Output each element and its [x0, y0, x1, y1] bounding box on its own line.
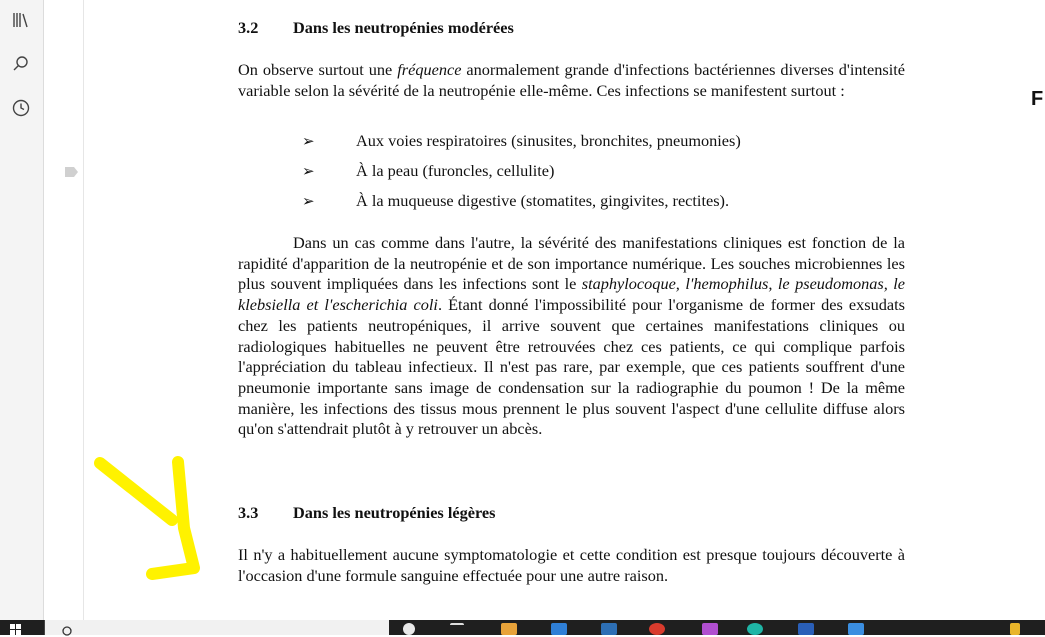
page-marker-icon[interactable] [64, 166, 79, 178]
search-icon[interactable] [8, 51, 34, 77]
bullet-arrow-icon: ➢ [302, 192, 315, 210]
section-number: 3.2 [238, 18, 259, 37]
library-icon[interactable] [8, 7, 34, 33]
body-paragraph: Dans un cas comme dans l'autre, la sévérité des manifestations cliniques est fonction de la rapidité d'apparition de la neutropénie et de son importance numérique. Les souches microbiennes les plus souvent impliquées dans les infections sont le staphylocoque, l'hemophilus, le pseudomonas, le klebsiella et l'escherichia coli. Étant donné l'impossibilité pour l'organisme de former des exsudats chez les patients neutropéniques, il arrive souvent que certaines manifestations cliniques ou radiologiques habituelles ne peuvent être retrouvées chez ces patients, ce qui complique parfois l'appréciation du tableau infectieux. Il n'est pas rare, par exemple, que ces patients souffrent d'une pneumonie importante sans image de condensation sur la radiographie du poumon ! De la même manière, les infections des tissus mous prennent le plus souvent l'aspect d'une cellulite diffuse alors qu'on s'attendrait plutôt à y retrouver un abcès. [238, 233, 905, 439]
section-number: 3.3 [238, 503, 259, 522]
taskbar [0, 620, 1045, 635]
section-title: Dans les neutropénies modérées [293, 18, 514, 37]
taskbar-app-icon[interactable] [649, 623, 665, 635]
section-title: Dans les neutropénies légères [293, 503, 496, 522]
list-item: ➢ Aux voies respiratoires (sinusites, bronchites, pneumonies) [302, 131, 741, 150]
adjacent-page-letter: F [1031, 88, 1044, 110]
taskbar-app-icon[interactable] [551, 623, 567, 635]
history-icon[interactable] [8, 95, 34, 121]
page-gutter [44, 0, 84, 620]
taskbar-app-icon[interactable] [702, 623, 718, 635]
taskbar-app-icon[interactable] [848, 623, 864, 635]
emphasis-bacteria: staphylocoque, l'hemophilus, le pseudomonas, le klebsiella et l'escherichia coli [238, 274, 905, 315]
section-3-3-paragraph: Il n'y a habituellement aucune symptomatologie et cette condition est presque toujours découverte à l'occasion d'une formule sanguine effectuée pour une autre raison. [238, 545, 905, 585]
emphasis-frequence: fréquence [397, 60, 462, 79]
file-explorer-icon[interactable] [501, 623, 517, 635]
cortana-icon[interactable] [403, 623, 415, 635]
bullet-arrow-icon: ➢ [302, 162, 315, 180]
list-item: ➢ À la muqueuse digestive (stomatites, gingivites, rectites). [302, 191, 730, 210]
intro-paragraph: On observe surtout une fréquence anormalement grande d'infections bactériennes diverses d'intensité variable selon la sévérité de la neutropénie elle-même. Ces infections se manifestent surtout : [238, 60, 906, 100]
taskbar-app-icon[interactable] [747, 623, 763, 635]
section-heading-3-2 [238, 18, 514, 39]
left-toolbar [0, 0, 44, 620]
section-heading-3-3 [238, 503, 495, 524]
bullet-arrow-icon: ➢ [302, 132, 315, 150]
taskbar-app-icon[interactable] [798, 623, 814, 635]
list-item: ➢ À la peau (furoncles, cellulite) [302, 161, 555, 180]
search-icon [61, 625, 73, 637]
notification-icon[interactable] [1010, 623, 1020, 635]
taskbar-app-icon[interactable] [601, 623, 617, 635]
taskbar-search-box[interactable] [44, 620, 389, 635]
windows-start-icon[interactable] [10, 624, 22, 635]
